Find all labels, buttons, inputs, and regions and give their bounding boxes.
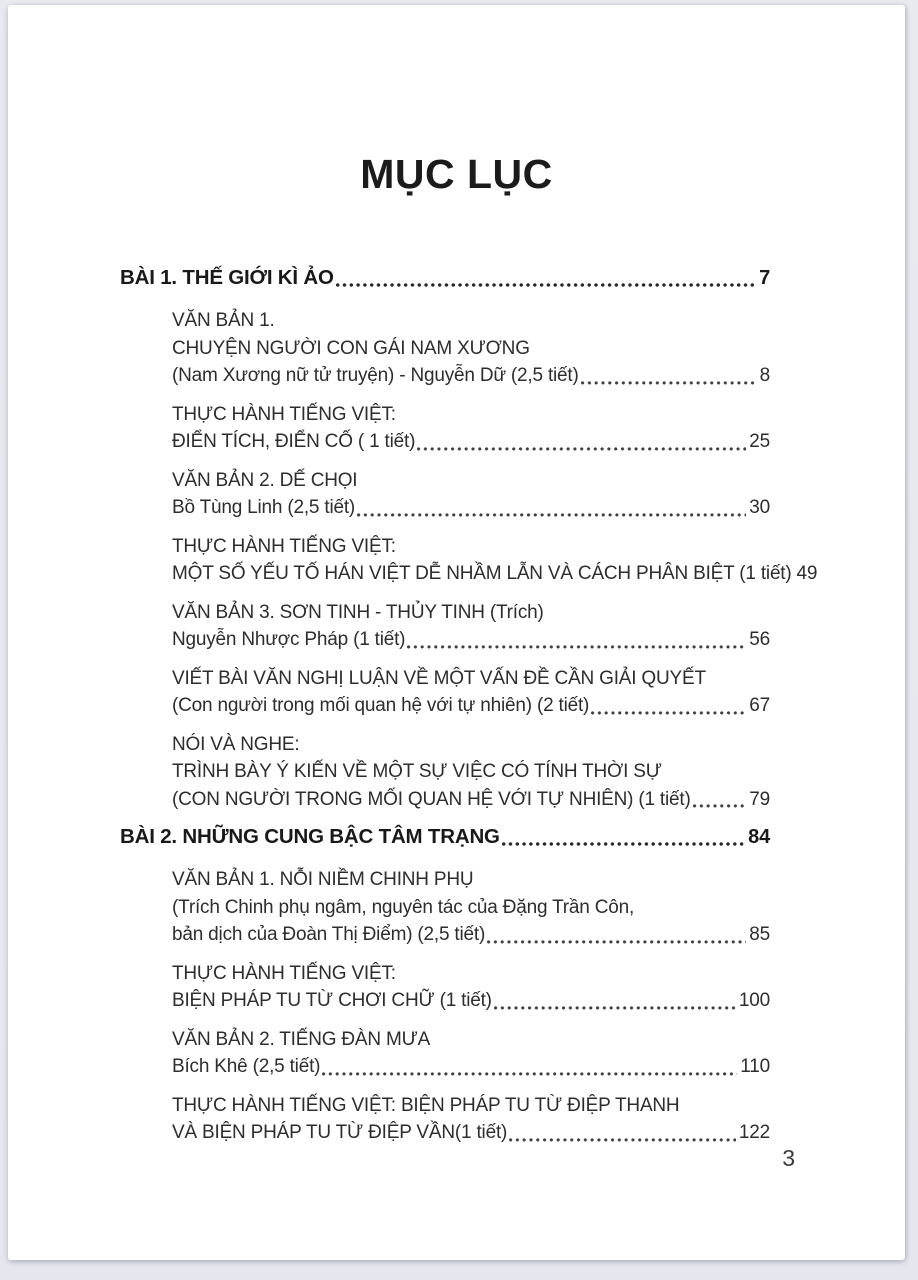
entry-line: THỰC HÀNH TIẾNG VIỆT: bbox=[172, 962, 396, 984]
toc-entry bbox=[172, 665, 770, 720]
entry-text: Bồ Tùng Linh (2,5 tiết) bbox=[172, 497, 356, 518]
entry-leader-line bbox=[172, 987, 770, 1015]
page-number: 30 bbox=[749, 497, 770, 518]
dotted-leader bbox=[693, 804, 747, 808]
toc-entry bbox=[172, 467, 770, 522]
entry-leader-line bbox=[172, 626, 770, 654]
page-number: 84 bbox=[748, 826, 770, 848]
dotted-leader bbox=[591, 711, 746, 715]
entry-leader-line bbox=[172, 560, 818, 588]
page-number: 110 bbox=[740, 1056, 770, 1077]
entry-text: ĐIỂN TÍCH, ĐIỂN CỐ ( 1 tiết) bbox=[172, 431, 416, 452]
toc-entry bbox=[172, 731, 770, 814]
chapter-heading bbox=[120, 265, 770, 291]
entry-leader-line bbox=[172, 1053, 770, 1081]
dotted-leader bbox=[487, 940, 746, 944]
toc-entry bbox=[172, 1026, 770, 1081]
dotted-leader bbox=[336, 283, 756, 287]
page-number: 100 bbox=[738, 990, 770, 1011]
dotted-leader bbox=[581, 381, 757, 385]
entry-text: BIỆN PHÁP TU TỪ CHƠI CHỮ (1 tiết) bbox=[172, 990, 492, 1011]
dotted-leader bbox=[407, 645, 746, 649]
toc-entry bbox=[172, 401, 770, 456]
page-number: 8 bbox=[759, 365, 770, 386]
chapter-title: BÀI 2. NHỮNG CUNG BẬC TÂM TRẠNG bbox=[120, 825, 500, 848]
toc-entry bbox=[172, 307, 770, 390]
toc-entry bbox=[172, 533, 818, 588]
entry-text: (Nam Xương nữ tử truyện) - Nguyễn Dữ (2,5 tiết) bbox=[172, 365, 579, 386]
entry-leader-line bbox=[172, 1119, 770, 1147]
entry-text: VÀ BIỆN PHÁP TU TỪ ĐIỆP VẦN(1 tiết) bbox=[172, 1122, 508, 1143]
toc-entry bbox=[172, 866, 770, 949]
entry-leader-line bbox=[172, 428, 770, 456]
entry-line: VĂN BẢN 2. DẾ CHỌI bbox=[172, 469, 358, 491]
page-number: 7 bbox=[759, 267, 770, 289]
entry-line: VĂN BẢN 2. TIẾNG ĐÀN MƯA bbox=[172, 1028, 431, 1050]
document-page bbox=[8, 5, 905, 1260]
entry-line: CHUYỆN NGƯỜI CON GÁI NAM XƯƠNG bbox=[172, 337, 530, 359]
dotted-leader bbox=[509, 1138, 736, 1142]
page-number: 49 bbox=[796, 563, 818, 584]
entry-line: NÓI VÀ NGHE: bbox=[172, 733, 300, 755]
toc-entry bbox=[172, 599, 770, 654]
page-number: 79 bbox=[749, 788, 770, 810]
entry-line: TRÌNH BÀY Ý KIẾN VỀ MỘT SỰ VIỆC CÓ TÍNH THỜI SỰ bbox=[172, 761, 662, 782]
dotted-leader bbox=[417, 447, 746, 451]
entry-line: VĂN BẢN 1. bbox=[172, 310, 275, 331]
dotted-leader bbox=[494, 1006, 736, 1010]
chapter-entries bbox=[120, 307, 818, 813]
toc-entry bbox=[172, 1092, 770, 1147]
entry-text: bản dịch của Đoàn Thị Điểm) (2,5 tiết) bbox=[172, 924, 486, 945]
page-number: 85 bbox=[749, 924, 770, 945]
page-number: 56 bbox=[749, 629, 770, 650]
entry-text: (Con người trong mối quan hệ với tự nhiên) (2 tiết) bbox=[172, 695, 590, 716]
table-of-contents bbox=[120, 257, 818, 1158]
page-number: 67 bbox=[749, 695, 770, 716]
entry-text: Bích Khê (2,5 tiết) bbox=[172, 1056, 321, 1077]
entry-line: THỰC HÀNH TIẾNG VIỆT: bbox=[172, 535, 396, 557]
chapter-title: BÀI 1. THẾ GIỚI KÌ ẢO bbox=[120, 266, 334, 289]
entry-text: MỘT SỐ YẾU TỐ HÁN VIỆT DỄ NHẦM LẪN VÀ CÁCH PHÂN BIỆT (1 tiết) bbox=[172, 563, 792, 584]
dotted-leader bbox=[357, 513, 746, 517]
entry-line: VIẾT BÀI VĂN NGHỊ LUẬN VỀ MỘT VẤN ĐỀ CẦN GIẢI QUYẾT bbox=[172, 667, 706, 689]
chapter-entries bbox=[120, 866, 770, 1147]
dotted-leader bbox=[322, 1072, 737, 1076]
toc-title: MỤC LỤC bbox=[360, 151, 553, 197]
entry-leader-line bbox=[172, 494, 770, 522]
entry-leader-line bbox=[172, 362, 770, 390]
entry-text: Nguyễn Nhược Pháp (1 tiết) bbox=[172, 629, 406, 650]
entry-line: (Trích Chinh phụ ngâm, nguyên tác của Đặng Trần Côn, bbox=[172, 896, 635, 918]
folio-page-number: 3 bbox=[782, 1145, 795, 1171]
page-number: 122 bbox=[738, 1122, 770, 1143]
entry-text: (CON NGƯỜI TRONG MỐI QUAN HỆ VỚI TỰ NHIÊN) (1 tiết) bbox=[172, 788, 691, 810]
chapter-heading bbox=[120, 824, 770, 850]
entry-line: THỰC HÀNH TIẾNG VIỆT: BIỆN PHÁP TU TỪ ĐIỆP THANH bbox=[172, 1094, 680, 1116]
entry-leader-line bbox=[172, 692, 770, 720]
entry-line: THỰC HÀNH TIẾNG VIỆT: bbox=[172, 403, 396, 425]
entry-line: VĂN BẢN 1. NỖI NIỀM CHINH PHỤ bbox=[172, 869, 474, 890]
entry-line: VĂN BẢN 3. SƠN TINH - THỦY TINH (Trích) bbox=[172, 601, 544, 623]
page-number: 25 bbox=[749, 431, 770, 452]
toc-entry bbox=[172, 960, 770, 1015]
entry-leader-line bbox=[172, 786, 770, 814]
entry-leader-line bbox=[172, 921, 770, 949]
dotted-leader bbox=[502, 842, 745, 846]
